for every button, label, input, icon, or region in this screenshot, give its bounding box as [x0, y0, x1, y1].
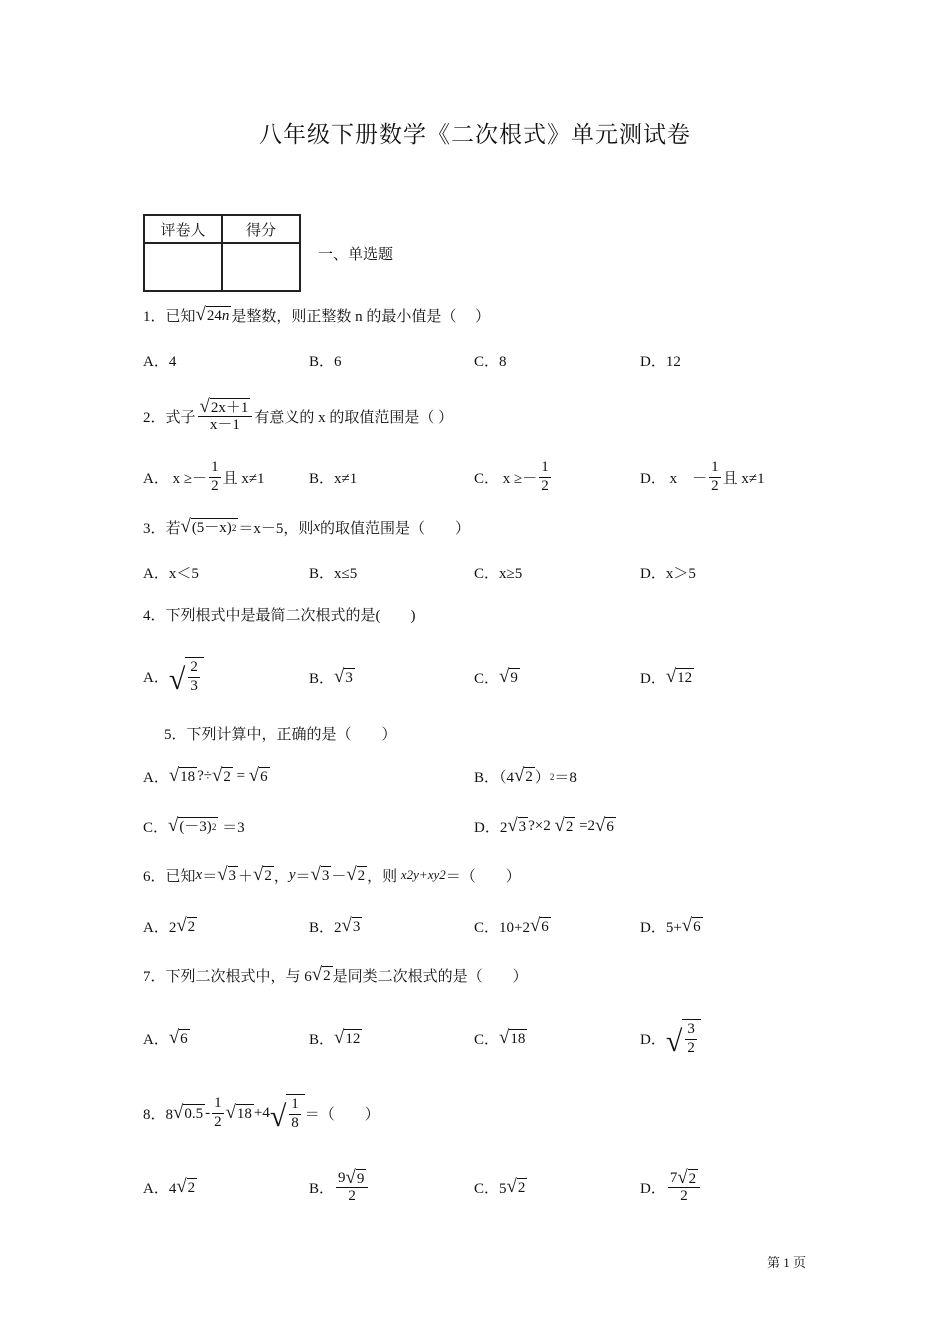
question-7: 7．下列二次根式中，与 6 √ 2 是同类二次根式的是（ ） — [143, 963, 528, 985]
q2-suffix: 有意义的 x 的取值范围是（ ） — [254, 409, 454, 426]
q2-option-c[interactable]: C． x ≥－ $\frac{1}{2}$ — [474, 459, 549, 494]
q3-option-a[interactable]: A．x＜5 — [143, 566, 199, 582]
question-4: 4．下列根式中是最简二次根式的是( ) — [143, 608, 416, 624]
q5-option-b[interactable]: B．（4 √ 2 ） $^2$ ＝8 — [474, 764, 577, 786]
q3-option-c[interactable]: C．x≥5 — [474, 566, 523, 582]
q2-option-d[interactable]: D． x － $\frac{1}{2}$ 且 x≠1 — [640, 459, 765, 494]
q2-prefix: 2．式子 — [143, 409, 196, 426]
q5-option-d[interactable]: D．2 √ 3 ?×2 √ 2 =2 √ 6 — [474, 814, 614, 836]
q1-option-d[interactable]: D．12 — [640, 354, 681, 370]
question-6: 6．已知 x ＝ √ 3 ＋ √ 2 ， y ＝ √ 3 － √ 2 ，则 x2y+xy2 ＝（ ） — [143, 863, 521, 885]
q4-option-c[interactable]: C． √ 9 — [474, 665, 518, 687]
q2-option-a[interactable]: A． x ≥－ $\frac{1}{2}$ 且 x≠1 — [143, 459, 265, 494]
section-heading: 一、单选题 — [318, 247, 394, 263]
q2-fraction: √ 2x＋1 x－1 — [198, 398, 253, 435]
score-table-cell-score[interactable] — [222, 243, 300, 291]
question-5: 5．下列计算中，正确的是（ ） — [164, 727, 397, 743]
q4-option-a[interactable]: A． √ $\frac{2}{3}$ — [143, 650, 204, 702]
score-table — [143, 214, 301, 292]
q3-option-d[interactable]: D．x＞5 — [640, 566, 696, 582]
q5-option-c[interactable]: C． √ (－3) $^2$ ＝3 — [143, 814, 245, 836]
q1-option-c[interactable]: C．8 — [474, 354, 507, 370]
q5-option-a[interactable]: A． √ 18 ?÷ √ 2 = √ 6 — [143, 764, 268, 786]
question-1 — [143, 298, 490, 332]
q3-option-b[interactable]: B．x≤5 — [309, 566, 358, 582]
q1-sqrt: √ 24 n — [195, 303, 230, 325]
question-8: 8．8 √ 0.5 - $\frac{1}{2}$ √ 18 +4 √ $\frac{1}{8}$ ＝（ ） — [143, 1095, 380, 1133]
q1-suffix: 是整数，则正整数 n 的最小值是（ ） — [231, 308, 491, 325]
question-2 — [143, 390, 453, 442]
q1-option-b[interactable]: B．6 — [309, 354, 342, 370]
q7-option-a[interactable]: A． √ 6 — [143, 1026, 188, 1048]
score-table-cell-grader[interactable] — [144, 243, 222, 291]
score-table-header-grader: 评卷人 — [144, 215, 222, 243]
q3-sqrt: √ (5－x) $^2$ — [180, 515, 237, 537]
q6-option-a[interactable]: A．2 √ 2 — [143, 914, 196, 936]
q6-option-c[interactable]: C．10+2 √ 6 — [474, 914, 549, 936]
q2-option-b[interactable]: B．x≠1 — [309, 470, 358, 487]
q8-option-a[interactable]: A．4 √ 2 — [143, 1175, 196, 1197]
question-3: 3．若 √ (5－x) $^2$ ＝x－5，则 x 的取值范围是（ ） — [143, 515, 471, 537]
page-title: 八年级下册数学《二次根式》单元测试卷 — [259, 122, 691, 147]
q6-option-b[interactable]: B．2 √ 3 — [309, 914, 361, 936]
q8-option-b[interactable]: B． 9 √ 9 2 — [309, 1160, 370, 1214]
q7-option-b[interactable]: B． √ 12 — [309, 1026, 361, 1048]
q7-option-c[interactable]: C． √ 18 — [474, 1026, 526, 1048]
q1-prefix: 1．已知 — [143, 308, 196, 325]
q1-option-a[interactable]: A．4 — [143, 354, 177, 370]
q6-option-d[interactable]: D．5+ √ 6 — [640, 914, 701, 936]
q7-option-d[interactable]: D． √ $\frac{3}{2}$ — [640, 1011, 701, 1065]
score-table-header-score: 得分 — [222, 215, 300, 243]
q4-option-d[interactable]: D． √ 12 — [640, 665, 693, 687]
page-number: 第 1 页 — [766, 1255, 806, 1270]
q4-option-b[interactable]: B． √ 3 — [309, 665, 353, 687]
q8-option-c[interactable]: C．5 √ 2 — [474, 1175, 526, 1197]
q8-option-d[interactable]: D． 7 √ 2 2 — [640, 1160, 702, 1214]
